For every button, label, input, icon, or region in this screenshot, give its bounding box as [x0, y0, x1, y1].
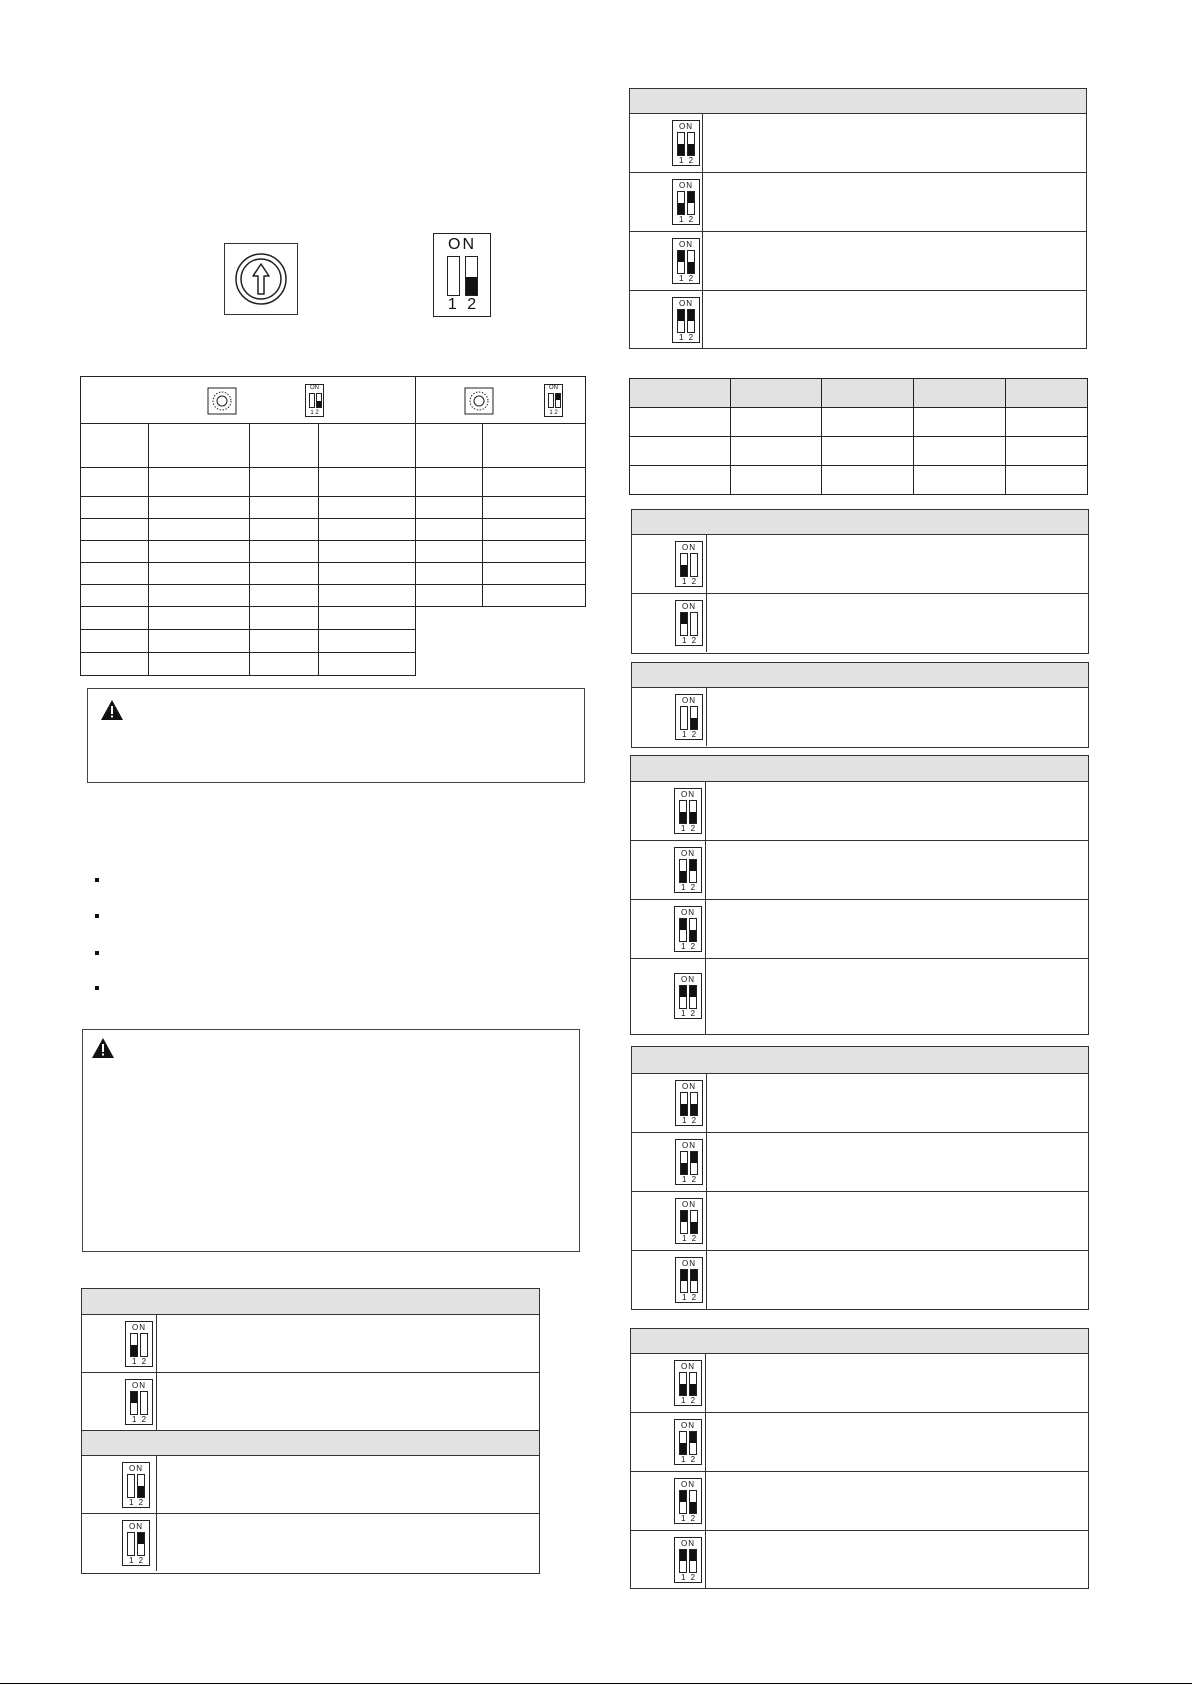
dip-switch-icon: ON 1 2 [672, 120, 700, 166]
dip-switch-icon: ON 1 2 [674, 906, 702, 952]
dip-switch-icon [433, 233, 491, 317]
rotary-switch-icon [224, 243, 298, 315]
rotary-switch-icon [207, 387, 237, 415]
dip-switch-icon: ON 1 2 [544, 384, 563, 417]
dip-switch-icon: ON 1 2 [675, 1257, 703, 1303]
switch-setting-box [631, 1046, 1089, 1310]
warning-box [82, 1029, 580, 1252]
dip-on-label: ON [448, 236, 476, 253]
dip-switch-numbers: 1 2 [447, 296, 477, 313]
dip-switch-icon: ON 1 2 [675, 541, 703, 587]
dip-switch-icon: ON 1 2 [305, 384, 324, 417]
list-bullet [95, 878, 99, 882]
dip-switch-icon: ON 1 2 [125, 1379, 153, 1425]
list-bullet [95, 914, 99, 918]
list-bullet [95, 951, 99, 955]
switch-setting-box [630, 755, 1089, 1035]
dip-switch-icon: ON 1 2 [675, 1198, 703, 1244]
warning-box [87, 688, 585, 783]
footer-divider [0, 1683, 1192, 1684]
dip-switch-icon: ON 1 2 [674, 1419, 702, 1465]
parameter-table [629, 378, 1088, 495]
table-header-group-1 [81, 377, 416, 424]
rotary-switch-icon [464, 387, 494, 415]
dip-switch-icon: ON 1 2 [672, 179, 700, 225]
warning-icon [91, 1037, 115, 1059]
table-header-group-2 [416, 377, 586, 424]
dip-switch-icon: ON 1 2 [675, 1139, 703, 1185]
dip-switch-icon: ON 1 2 [674, 973, 702, 1019]
dip-switch-icon: ON 1 2 [675, 600, 703, 646]
switch-setting-box [630, 1328, 1089, 1589]
dip-switch-icon: ON 1 2 [674, 1478, 702, 1524]
dip-switch-icon: ON 1 2 [674, 788, 702, 834]
switch-setting-box [629, 88, 1087, 349]
dip-switch-icon: ON 1 2 [675, 694, 703, 740]
config-table [80, 376, 586, 676]
dip-switch-icon: ON 1 2 [672, 238, 700, 284]
switch-setting-box [631, 662, 1089, 748]
dip-switch-icon: ON 1 2 [674, 1537, 702, 1583]
dip-switch-icon: ON 1 2 [125, 1321, 153, 1367]
dip-switch-icon: ON 1 2 [674, 1360, 702, 1406]
dip-switch-icon: ON 1 2 [122, 1462, 150, 1508]
dip-switch-icon: ON 1 2 [672, 297, 700, 343]
list-bullet [95, 986, 99, 990]
dip-switch-icon: ON 1 2 [674, 847, 702, 893]
dip-switch-icon: ON 1 2 [675, 1080, 703, 1126]
dip-switch-icon: ON 1 2 [122, 1520, 150, 1566]
switch-setting-box [81, 1288, 540, 1574]
switch-setting-box [631, 509, 1089, 654]
warning-icon [100, 699, 124, 721]
